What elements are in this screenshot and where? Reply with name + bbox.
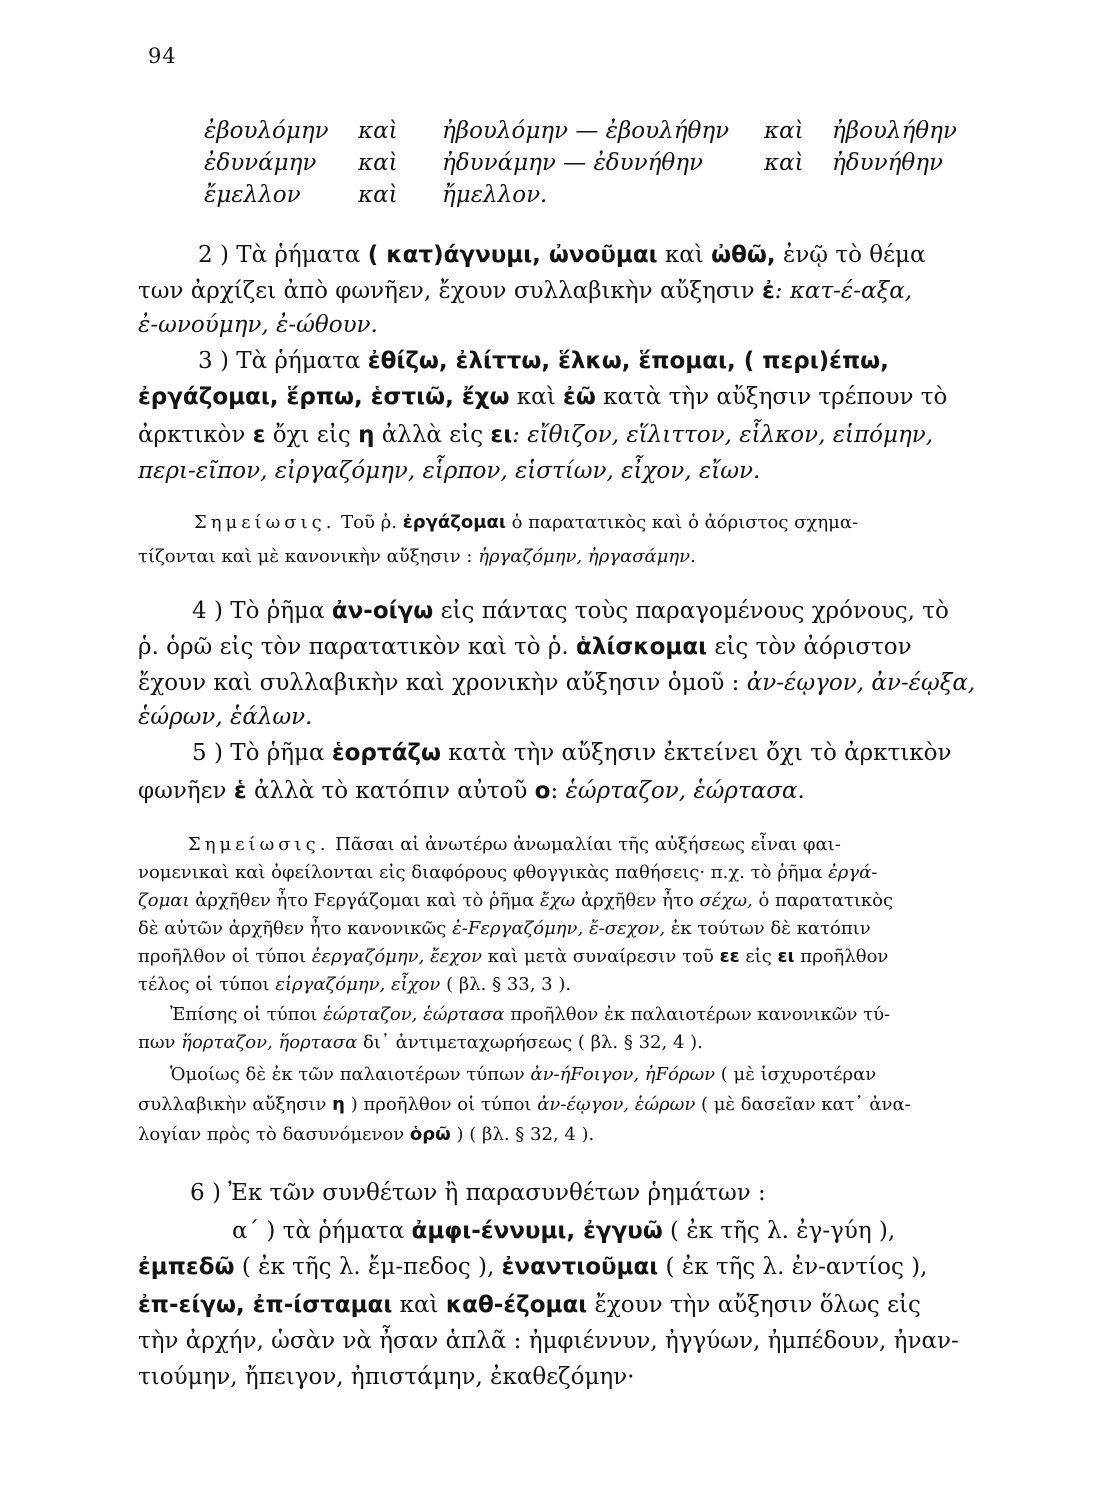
verb-cell: ἠδυνήθην xyxy=(832,150,943,176)
verb-cell: καὶ xyxy=(764,118,804,144)
verb-cell: καὶ xyxy=(764,150,804,176)
page-number: 94 xyxy=(148,44,177,68)
section-4-line: ῥ. ὁρῶ εἰς τὸν παρατατικὸν καὶ τὸ ῥ. ἁλίσκομαι εἰς τὸν ἀόριστον xyxy=(138,634,912,660)
section-3-line: ἀρκτικὸν ε ὄχι εἰς η ἀλλὰ εἰς ει: εἴθιζον, εἵλιττον, εἷλκον, εἱπόμην, xyxy=(138,422,934,448)
section-6-line: τὴν ἀρχήν, ὡσὰν νὰ ἦσαν ἁπλᾶ : ἠμφιέννυν, ἠγγύων, ἠμπέδουν, ἠναν- xyxy=(138,1328,959,1354)
verb-cell: καὶ xyxy=(358,182,398,208)
verb-cell: ἠβουλήθην xyxy=(832,118,957,144)
section-6-line: α΄ ) τὰ ῥήματα ἀμφι-έννυμι, ἐγγυῶ ( ἐκ τῆς λ. ἐγ-γύη ), xyxy=(232,1218,896,1244)
section-3-line: περι-εῖπον, εἰργαζόμην, εἷρπον, εἱστίων, εἶχον, εἴων. xyxy=(138,458,761,484)
note-2-line: λογίαν πρὸς τὸ δασυνόμενον ὁρῶ ) ( βλ. § 32, 4 ). xyxy=(138,1124,595,1145)
verb-cell: ἐβουλόμην xyxy=(204,118,329,144)
note-2-line: δὲ αὐτῶν ἀρχῆθεν ἦτο κανονικῶς ἐ-Fεργαζόμην, ἔ-σεχον, ἐκ τούτων δὲ κατόπιν xyxy=(138,918,871,939)
note-2-line: νομενικαὶ καὶ ὀφείλονται εἰς διαφόρους φθογγικὰς παθήσεις· π.χ. τὸ ῥῆμα ἐργά- xyxy=(138,862,878,883)
verb-cell: καὶ xyxy=(358,150,398,176)
note-2-line: τέλος οἱ τύποι εἰργαζόμην, εἶχον ( βλ. § 33, 3 ). xyxy=(138,974,572,995)
note-2-line: προῆλθον οἱ τύποι ἐεργαζόμην, ἔεχον καὶ μετὰ συναίρεσιν τοῦ εε εἰς ει προῆλθον xyxy=(138,946,889,967)
verb-cell: ἔμελλον xyxy=(204,182,301,208)
note-2-line: συλλαβικὴν αὔξησιν η ) προῆλθον οἱ τύποι ἀν-έῳγον, ἑώρων ( μὲ δασεῖαν κατ᾿ ἀνα- xyxy=(138,1094,911,1115)
section-4-line: ἔχουν καὶ συλλαβικὴν καὶ χρονικὴν αὔξησιν ὁμοῦ : ἀν-έῳγον, ἀν-έῳξα, xyxy=(138,670,976,696)
verb-cell: ἠβουλόμην — ἐβουλήθην xyxy=(442,118,730,144)
section-6-line: τιούμην, ἤπειγον, ἠπιστάμην, ἐκαθεζόμην· xyxy=(138,1364,635,1390)
section-5-line: φωνῆεν ἑ ἀλλὰ τὸ κατόπιν αὐτοῦ ο: ἑώρταζον, ἑώρτασα. xyxy=(138,778,805,804)
verb-cell: ἐδυνάμην xyxy=(204,150,317,176)
section-3-line: ἐργάζομαι, ἕρπω, ἑστιῶ, ἔχω καὶ ἐῶ κατὰ τὴν αὔξησιν τρέπουν τὸ xyxy=(138,384,948,410)
section-4-line: 4 ) Τὸ ῥῆμα ἀν-οίγω εἰς πάντας τοὺς παραγομένους χρόνους, τὸ xyxy=(192,598,949,624)
section-2-line: ἐ-ωνούμην, ἐ-ώθουν. xyxy=(138,312,378,338)
note-2-line: πων ἥορταζον, ἥορτασα δι᾿ ἀντιμεταχωρήσεως ( βλ. § 32, 4 ). xyxy=(138,1032,703,1053)
section-6-line: 6 ) Ἐκ τῶν συνθέτων ἢ παρασυνθέτων ῥημάτων : xyxy=(190,1180,766,1206)
note-1-line: Σημείωσις. Τοῦ ῥ. ἐργάζομαι ὁ παρατατικὸς καὶ ὁ ἀόριστος σχημα- xyxy=(194,512,859,533)
verb-cell: ἤμελλον. xyxy=(442,182,548,208)
section-6-line: ἐμπεδῶ ( ἐκ τῆς λ. ἔμ-πεδος ), ἐναντιοῦμαι ( ἐκ τῆς λ. ἐν-αντίος ), xyxy=(138,1254,928,1280)
section-2-line: 2 ) Τὰ ῥήματα ( κατ)άγνυμι, ὠνοῦμαι καὶ ὠθῶ, ἐνῷ τὸ θέμα xyxy=(198,242,926,268)
note-2-line: Σημείωσις. Πᾶσαι αἱ ἀνωτέρω ἀνωμαλίαι τῆς αὐξήσεως εἶναι φαι- xyxy=(188,834,841,855)
verb-cell: καὶ xyxy=(358,118,398,144)
note-2-line: Ἐπίσης οἱ τύποι ἑώρταζον, ἑώρτασα προῆλθον ἐκ παλαιοτέρων κανονικῶν τύ- xyxy=(170,1004,891,1025)
section-3-line: 3 ) Τὰ ῥήματα ἐθίζω, ἐλίττω, ἕλκω, ἕπομαι, ( περι)έπω, xyxy=(198,348,889,374)
section-6-line: ἐπ-είγω, ἐπ-ίσταμαι καὶ καθ-έζομαι ἔχουν τὴν αὔξησιν ὅλως εἰς xyxy=(138,1292,921,1318)
note-2-line: Ὁμοίως δὲ ἐκ τῶν παλαιοτέρων τύπων ἀν-ήFοιγον, ἠFόρων ( μὲ ἰσχυροτέραν xyxy=(170,1064,877,1085)
verb-cell: ἠδυνάμην — ἐδυνήθην xyxy=(442,150,703,176)
note-2-line: ζομαι ἀρχῆθεν ἦτο Fεργάζομαι καὶ τὸ ῥῆμα ἔχω ἀρχῆθεν ἦτο σέχω, ὁ παρατατικὸς xyxy=(138,890,894,911)
note-1-line: τίζονται καὶ μὲ κανονικὴν αὔξησιν : ἠργαζόμην, ἠργασάμην. xyxy=(138,546,696,567)
section-4-line: ἑώρων, ἑάλων. xyxy=(138,704,313,730)
section-5-line: 5 ) Τὸ ῥῆμα ἑορτάζω κατὰ τὴν αὔξησιν ἐκτείνει ὄχι τὸ ἀρκτικὸν xyxy=(192,740,952,766)
verb-table xyxy=(204,118,964,210)
section-2-line: των ἀρχίζει ἀπὸ φωνῆεν, ἔχουν συλλαβικὴν αὔξησιν ἐ: κατ-έ-αξα, xyxy=(138,278,913,304)
